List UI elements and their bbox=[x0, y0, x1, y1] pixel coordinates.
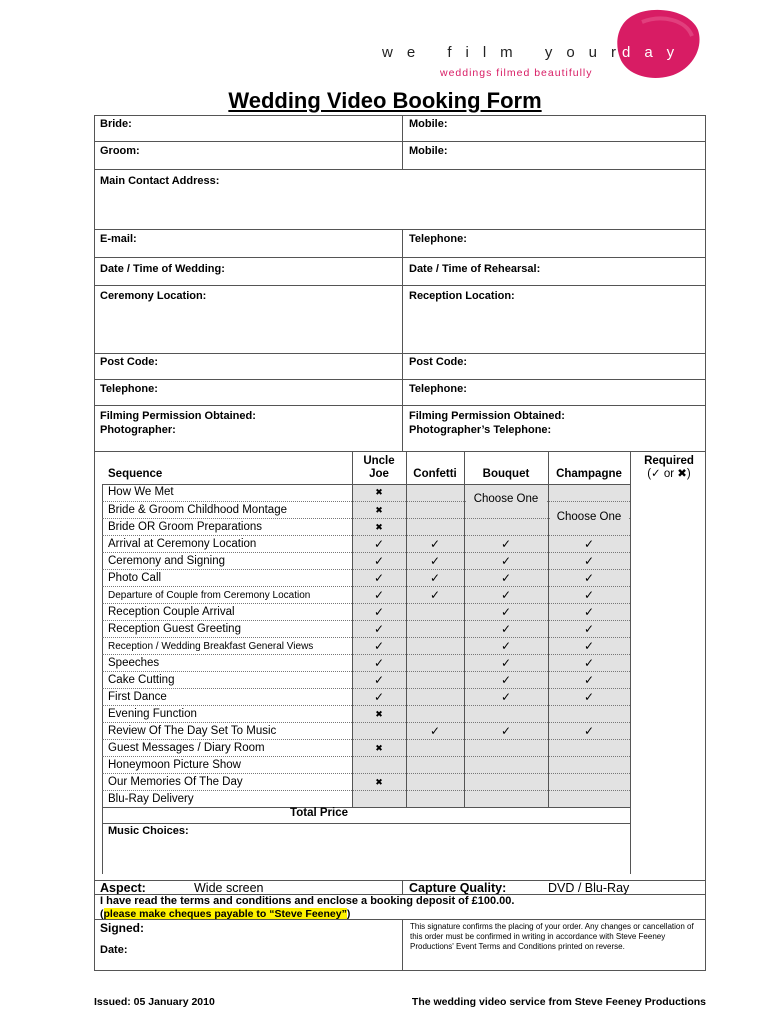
table-row bbox=[102, 603, 630, 620]
table-border bbox=[102, 807, 103, 874]
rehearsal-time-field[interactable]: Date / Time of Rehearsal: bbox=[409, 263, 541, 275]
column-divider bbox=[402, 115, 403, 169]
issued-date: Issued: 05 January 2010 bbox=[94, 996, 215, 1008]
champagne-cell bbox=[548, 757, 630, 773]
sequence-name: First Dance bbox=[108, 691, 167, 703]
confetti-cell bbox=[406, 621, 464, 637]
champagne-cell bbox=[548, 774, 630, 790]
divider bbox=[94, 451, 706, 452]
address-field[interactable]: Main Contact Address: bbox=[100, 175, 220, 187]
uncle-joe-cell: ✓ bbox=[373, 656, 385, 670]
uncle-joe-cell: ✓ bbox=[373, 690, 385, 704]
bouquet-cell bbox=[464, 706, 548, 722]
cheque-note-open: ( bbox=[100, 908, 104, 920]
capture-quality-label: Capture Quality: bbox=[409, 881, 507, 895]
reception-permission-field[interactable]: Filming Permission Obtained: bbox=[409, 410, 565, 422]
uncle-joe-cell: ✖ bbox=[375, 709, 383, 719]
bouquet-cell: ✓ bbox=[500, 673, 512, 687]
sequence-name: Honeymoon Picture Show bbox=[108, 759, 241, 771]
logo-subtitle: weddings filmed beautifully bbox=[440, 67, 593, 79]
champagne-choose-one[interactable]: Choose One bbox=[550, 503, 628, 533]
uncle-joe-cell: ✓ bbox=[373, 639, 385, 653]
sequence-name: Evening Function bbox=[108, 708, 197, 720]
sequence-name: Cake Cutting bbox=[108, 674, 175, 686]
uncle-joe-cell bbox=[352, 723, 406, 739]
champagne-cell: ✓ bbox=[583, 673, 595, 687]
champagne-cell bbox=[548, 706, 630, 722]
uncle-joe-cell: ✖ bbox=[375, 777, 383, 787]
table-row bbox=[102, 756, 630, 773]
cheque-note-close: ) bbox=[346, 908, 351, 920]
bouquet-cell bbox=[464, 774, 548, 790]
bouquet-cell: ✓ bbox=[500, 588, 512, 602]
sequence-header: Sequence bbox=[108, 468, 163, 480]
bouquet-cell: ✓ bbox=[500, 537, 512, 551]
table-bottom-line bbox=[102, 807, 630, 808]
champagne-cell: ✓ bbox=[583, 571, 595, 585]
bouquet-cell: ✓ bbox=[500, 639, 512, 653]
confetti-cell bbox=[406, 706, 464, 722]
divider bbox=[94, 141, 706, 142]
confetti-cell: ✓ bbox=[429, 724, 441, 738]
divider bbox=[94, 379, 706, 380]
bouquet-cell: ✓ bbox=[500, 656, 512, 670]
uncle-joe-cell: ✓ bbox=[373, 554, 385, 568]
bride-field[interactable]: Bride: bbox=[100, 118, 132, 130]
divider bbox=[94, 257, 706, 258]
confetti-cell bbox=[406, 484, 464, 500]
sequence-name: Blu-Ray Delivery bbox=[108, 793, 194, 805]
uncle-joe-cell: ✖ bbox=[375, 487, 383, 497]
bouquet-header: Bouquet bbox=[482, 468, 530, 480]
bouquet-cell bbox=[464, 740, 548, 756]
table-row bbox=[102, 637, 630, 654]
divider bbox=[94, 919, 706, 920]
aspect-label: Aspect: bbox=[100, 881, 146, 895]
ceremony-permission-field[interactable]: Filming Permission Obtained: bbox=[100, 410, 256, 422]
table-row bbox=[102, 569, 630, 586]
sequence-name: Our Memories Of The Day bbox=[108, 776, 243, 788]
confetti-cell bbox=[406, 791, 464, 807]
uncle-joe-header-line1: Uncle bbox=[363, 455, 395, 467]
ceremony-location-field[interactable]: Ceremony Location: bbox=[100, 290, 207, 302]
confetti-cell bbox=[406, 672, 464, 688]
uncle-joe-cell: ✓ bbox=[373, 537, 385, 551]
required-header: Required bbox=[644, 455, 694, 467]
confetti-cell: ✓ bbox=[429, 588, 441, 602]
uncle-joe-cell: ✓ bbox=[373, 622, 385, 636]
confetti-cell bbox=[406, 519, 464, 535]
uncle-joe-cell: ✖ bbox=[375, 743, 383, 753]
sequence-name: Bride & Groom Childhood Montage bbox=[108, 504, 287, 516]
confetti-cell bbox=[406, 502, 464, 518]
confetti-cell bbox=[406, 638, 464, 654]
bouquet-cell bbox=[464, 757, 548, 773]
table-row bbox=[102, 688, 630, 705]
sequence-name: Reception / Wedding Breakfast General Views bbox=[108, 641, 314, 652]
champagne-cell: ✓ bbox=[583, 690, 595, 704]
champagne-cell: ✓ bbox=[583, 605, 595, 619]
email-field[interactable]: E-mail: bbox=[100, 233, 137, 245]
uncle-joe-cell: ✓ bbox=[373, 571, 385, 585]
total-price-label: Total Price bbox=[290, 807, 348, 819]
column-divider bbox=[402, 919, 403, 971]
reception-telephone-field[interactable]: Telephone: bbox=[409, 383, 467, 395]
sequence-name: Departure of Couple from Ceremony Location bbox=[108, 590, 311, 601]
photographer-field[interactable]: Photographer: bbox=[100, 424, 176, 436]
table-row bbox=[102, 739, 630, 756]
required-legend: (✓ or ✖) bbox=[647, 468, 691, 480]
sequence-name: Reception Guest Greeting bbox=[108, 623, 241, 635]
reception-postcode-field[interactable]: Post Code: bbox=[409, 356, 468, 368]
champagne-header: Champagne bbox=[556, 468, 622, 480]
sequence-name: Speeches bbox=[108, 657, 160, 669]
table-row bbox=[102, 654, 630, 671]
bouquet-cell: ✓ bbox=[500, 605, 512, 619]
bouquet-cell: ✓ bbox=[500, 690, 512, 704]
uncle-joe-cell: ✖ bbox=[375, 505, 383, 515]
signature-note: This signature confirms the placing of your order. Any changes or cancellation of this order must be confirmed in writing in accordance with Steve Feeney Productions' Event Terms and Conditions printed on reverse. bbox=[410, 922, 694, 951]
divider bbox=[94, 405, 706, 406]
bouquet-cell: ✓ bbox=[500, 622, 512, 636]
sequence-name: Photo Call bbox=[108, 572, 162, 584]
confetti-cell bbox=[406, 604, 464, 620]
music-choices-field[interactable]: Music Choices: bbox=[108, 825, 189, 837]
divider bbox=[94, 229, 706, 230]
uncle-joe-cell: ✖ bbox=[375, 522, 383, 532]
champagne-cell: ✓ bbox=[583, 554, 595, 568]
ceremony-telephone-field[interactable]: Telephone: bbox=[100, 383, 158, 395]
footer-service: The wedding video service from Steve Feeney Productions bbox=[411, 996, 706, 1008]
uncle-joe-cell bbox=[352, 791, 406, 807]
confetti-header: Confetti bbox=[413, 468, 457, 480]
date-field[interactable]: Date: bbox=[100, 944, 128, 956]
table-row bbox=[102, 705, 630, 722]
table-row bbox=[102, 722, 630, 739]
sequence-name: Arrival at Ceremony Location bbox=[108, 538, 257, 550]
uncle-joe-cell bbox=[352, 757, 406, 773]
champagne-cell: ✓ bbox=[583, 639, 595, 653]
divider bbox=[94, 169, 706, 170]
uncle-joe-cell: ✓ bbox=[373, 588, 385, 602]
divider bbox=[94, 285, 706, 286]
confetti-cell bbox=[406, 757, 464, 773]
table-row bbox=[102, 552, 630, 569]
column-divider bbox=[402, 880, 403, 894]
bouquet-cell: ✓ bbox=[500, 554, 512, 568]
table-row bbox=[102, 484, 630, 501]
reception-location-field[interactable]: Reception Location: bbox=[409, 290, 515, 302]
sequence-name: Ceremony and Signing bbox=[108, 555, 225, 567]
table-border bbox=[630, 452, 631, 874]
table-row bbox=[102, 773, 630, 790]
wedding-time-field[interactable]: Date / Time of Wedding: bbox=[100, 263, 225, 275]
bouquet-cell: ✓ bbox=[500, 571, 512, 585]
capture-quality-value: DVD / Blu-Ray bbox=[548, 881, 630, 895]
confetti-cell bbox=[406, 774, 464, 790]
champagne-cell bbox=[548, 791, 630, 807]
table-row bbox=[102, 620, 630, 637]
confetti-cell: ✓ bbox=[429, 571, 441, 585]
signed-field[interactable]: Signed: bbox=[100, 921, 144, 935]
table-row bbox=[102, 535, 630, 552]
champagne-cell: ✓ bbox=[583, 622, 595, 636]
sequence-name: Guest Messages / Diary Room bbox=[108, 742, 265, 754]
bouquet-choose-one[interactable]: Choose One bbox=[466, 486, 546, 516]
groom-mobile-field[interactable]: Mobile: bbox=[409, 145, 448, 157]
form-title: Wedding Video Booking Form bbox=[228, 88, 542, 113]
champagne-cell bbox=[548, 740, 630, 756]
logo-tagline-day: day bbox=[622, 44, 689, 61]
confetti-cell bbox=[406, 655, 464, 671]
logo-tagline: we film your bbox=[382, 44, 631, 61]
champagne-cell: ✓ bbox=[583, 724, 595, 738]
sequence-name: Bride OR Groom Preparations bbox=[108, 521, 263, 533]
bouquet-cell: ✓ bbox=[500, 724, 512, 738]
confetti-cell: ✓ bbox=[429, 537, 441, 551]
groom-field[interactable]: Groom: bbox=[100, 145, 140, 157]
champagne-cell: ✓ bbox=[583, 537, 595, 551]
sequence-name: Reception Couple Arrival bbox=[108, 606, 235, 618]
cheque-note-highlight: please make cheques payable to “Steve Feeney” bbox=[103, 908, 347, 920]
uncle-joe-cell: ✓ bbox=[373, 605, 385, 619]
bouquet-cell bbox=[464, 519, 548, 535]
uncle-joe-cell: ✓ bbox=[373, 673, 385, 687]
confetti-cell bbox=[406, 689, 464, 705]
sequence-name: How We Met bbox=[108, 486, 174, 498]
champagne-cell: ✓ bbox=[583, 588, 595, 602]
divider bbox=[102, 823, 630, 824]
column-divider bbox=[402, 229, 403, 451]
confetti-cell: ✓ bbox=[429, 554, 441, 568]
champagne-cell: ✓ bbox=[583, 656, 595, 670]
aspect-value: Wide screen bbox=[194, 881, 264, 895]
terms-statement: I have read the terms and conditions and enclose a booking deposit of £100.00. bbox=[100, 895, 515, 907]
confetti-cell bbox=[406, 740, 464, 756]
table-row bbox=[102, 586, 630, 603]
divider bbox=[94, 353, 706, 354]
bouquet-cell bbox=[464, 791, 548, 807]
champagne-cell bbox=[548, 484, 630, 500]
photographer-telephone-field[interactable]: Photographer’s Telephone: bbox=[409, 424, 552, 436]
bride-mobile-field[interactable]: Mobile: bbox=[409, 118, 448, 130]
table-row bbox=[102, 790, 630, 807]
ceremony-postcode-field[interactable]: Post Code: bbox=[100, 356, 159, 368]
sequence-name: Review Of The Day Set To Music bbox=[108, 725, 277, 737]
table-row bbox=[102, 671, 630, 688]
telephone-field[interactable]: Telephone: bbox=[409, 233, 467, 245]
uncle-joe-header-line2: Joe bbox=[369, 468, 389, 480]
